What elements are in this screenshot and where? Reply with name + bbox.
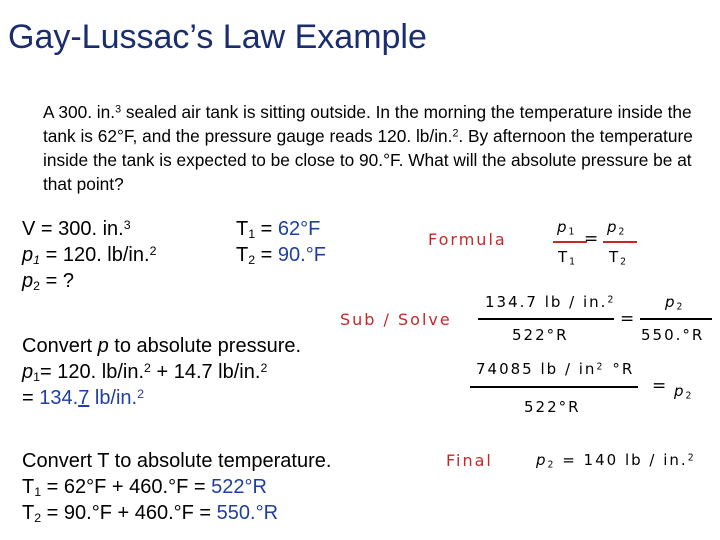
problem-text-3: . By afternoon the temperature inside the tank is expected to be close to 90.°F. What will the absolute pressure be at that point? [43,126,693,194]
given-p1-sup: 2 [149,243,157,258]
convert-pressure-section [22,333,301,411]
solve-step2-denominator: 522°R [524,398,581,416]
convert-t2-sub: 2 [34,511,42,526]
problem-statement [43,100,703,196]
solve-s1-num-sup: 2 [607,294,616,306]
given-t1-var: T [236,218,249,240]
formula-den1-var: T [558,248,570,266]
formula-fraction-bar-2 [603,241,637,243]
solve-step1-denominator: 522°R [512,326,569,344]
solve-step1-rhs-denominator: 550.°R [641,326,705,344]
convert-temperature-heading: Convert T to absolute temperature. [22,450,332,472]
solve-step1-rhs-bar [640,318,712,320]
convert-p-l3-eq: = [22,387,40,409]
given-t1-sub: 1 [248,227,256,242]
convert-pressure-line2 [22,359,301,385]
solve-s2-res-sub: 2 [685,390,694,402]
convert-p-l3-sup: 2 [137,386,145,401]
given-volume-sup: 3 [123,217,131,232]
given-p2-var: p [22,270,34,292]
convert-t2-val: 550.°R [216,502,279,524]
final-expr: = 140 lb / in. [555,451,688,469]
solve-step2-result [674,382,693,400]
solve-s2-res: p [674,382,686,400]
final-sub: 2 [547,459,556,471]
solve-step1-equals: = [620,309,638,329]
problem-text-2: sealed air tank is sitting outside. In the morning the temperature inside the tank is 62°F, and the pressure gauge reads 120. lb/in. [43,102,692,146]
formula-label: Formula [428,230,507,249]
formula-num-2 [607,218,626,236]
convert-p-l2-sub: 1 [33,370,41,385]
convert-temperature-t1 [22,474,331,500]
page-title: Gay-Lussac’s Law Example [8,18,427,56]
convert-t1-var: T [22,476,35,498]
given-t1-val: 62°F [277,218,321,240]
given-t2-val: 90.°F [277,244,326,266]
problem-text-1: A 300. in. [43,102,116,122]
solve-step2-equals: = [652,376,670,396]
given-p1 [22,242,156,268]
convert-p-l3-b: lb/in. [89,387,138,409]
convert-p-l2-sup2: 2 [260,360,268,375]
convert-pressure-line3 [22,385,301,411]
final-var: p [536,451,548,469]
given-t2 [236,242,326,268]
convert-temperature-section [22,448,331,526]
given-p2 [22,268,156,294]
solve-s2-num-unit: °R [612,360,635,378]
formula-den-2 [609,248,628,266]
formula-den2-var: T [609,248,621,266]
formula-num2-sub: 2 [618,226,627,238]
formula-den-1 [558,248,577,266]
formula-equals: = [584,229,602,249]
givens-right [236,216,326,268]
final-label: Final [446,451,493,470]
convert-t1-val: 522°R [211,476,267,498]
solve-s1-rnum-sub: 2 [676,301,685,313]
formula-num-1 [557,218,576,236]
given-t2-var: T [236,244,249,266]
convert-p-l2-var: p [22,361,34,383]
convert-p-heading-var: p [97,335,109,357]
given-volume-text: V = 300. in. [22,218,124,240]
solve-step1-numerator [485,293,615,311]
formula-num1-sub: 1 [568,226,577,238]
given-p2-val: = ? [40,270,74,292]
convert-t1-expr: = 62°F + 460.°F = [41,476,212,498]
given-t1-eq: = [255,218,278,240]
final-answer [536,451,696,469]
convert-p-l2-a: = 120. lb/in. [40,361,144,383]
convert-p-l3-underlined: 7 [78,387,90,409]
solve-s1-rnum: p [665,293,677,311]
convert-p-heading-post: to absolute pressure. [108,335,302,357]
convert-pressure-heading [22,333,301,359]
solve-s2-num: 74085 lb / in [476,360,597,378]
givens-left [22,216,156,294]
solve-s2-num-sup: 2 [596,361,605,373]
formula-den2-sub: 2 [620,256,629,268]
solve-step2-bar [470,386,638,388]
solve-step1-rhs-numerator [665,293,684,311]
convert-temperature-t2 [22,500,331,526]
convert-p-l2-sup1: 2 [144,360,151,375]
given-p1-val: = 120. lb/in. [40,244,150,266]
given-t2-eq: = [255,244,278,266]
convert-t1-sub: 1 [34,485,42,500]
given-volume [22,216,156,242]
given-t2-sub: 2 [248,253,256,268]
solve-step2-numerator [476,360,634,378]
solve-step1-bar [478,318,614,320]
problem-sup-2: 2 [452,127,459,140]
convert-t2-var: T [22,502,35,524]
given-p1-var: p [22,244,34,266]
formula-den1-sub: 1 [569,256,578,268]
given-p1-sub: 1 [33,253,41,268]
convert-p-l3-a: 134. [39,387,79,409]
problem-sup-1: 3 [115,103,122,116]
final-sup: 2 [687,452,696,464]
convert-t2-expr: = 90.°F + 460.°F = [41,502,217,524]
solve-s1-num: 134.7 lb / in. [485,293,608,311]
convert-p-heading-pre: Convert [22,335,98,357]
formula-fraction-bar-1 [553,241,587,243]
formula-num1-var: p [557,218,569,236]
convert-p-l2-b: + 14.7 lb/in. [150,361,261,383]
given-p2-sub: 2 [33,279,41,294]
given-t1 [236,216,326,242]
sub-solve-label: Sub / Solve [340,310,452,329]
formula-num2-var: p [607,218,619,236]
